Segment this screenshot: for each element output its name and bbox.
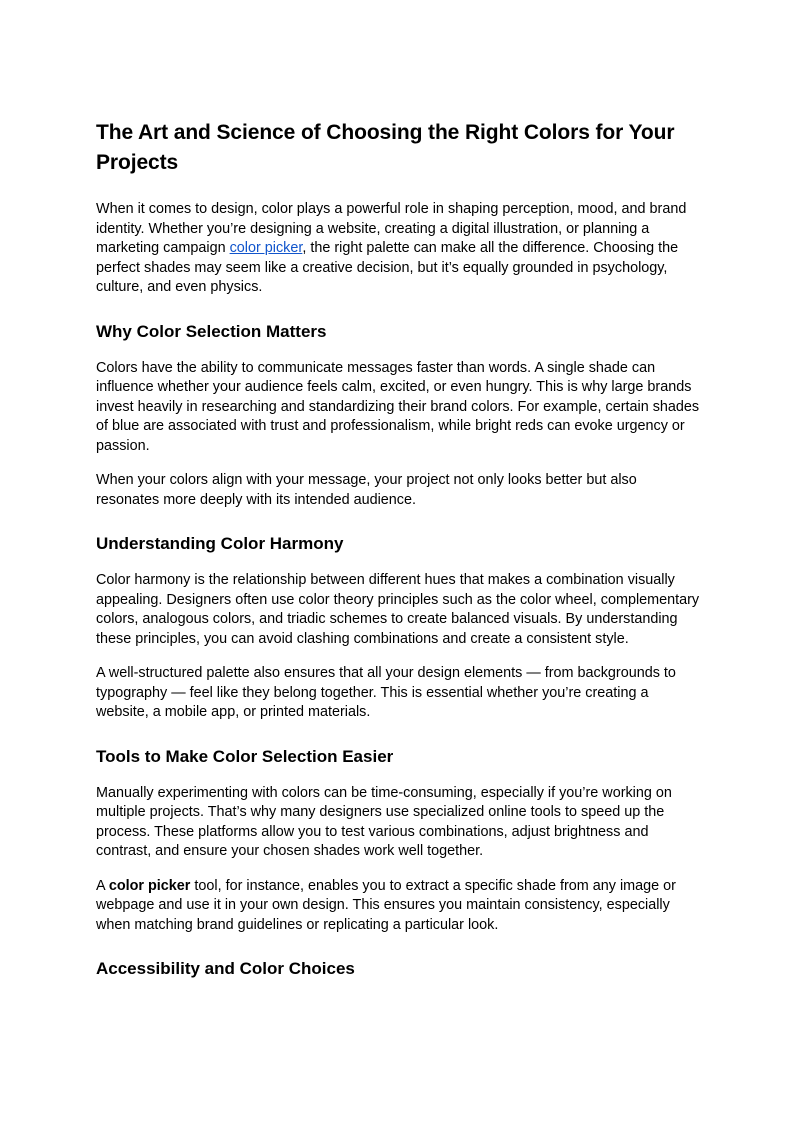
color-picker-bold-term: color picker — [108, 877, 191, 894]
intro-text-before-link: When it comes to design, color plays a powerful role in shaping perception, mood, and brand identity. Whether you’re designing a website, creating a digital illustration, or planning a marketing campaign — [96, 201, 687, 256]
section-heading-accessibility: Accessibility and Color Choices — [96, 959, 355, 978]
rich-text-after: tool, for instance, enables you to extract a specific shade from any image or webpage and use it in your own design. This ensures you maintain consistency, especially when matching brand guidelines or replicating a particular look. — [96, 877, 676, 933]
section-paragraph: When your colors align with your message, your project not only looks better but also resonates more deeply with its intended audience. — [96, 472, 637, 508]
section-heading-why-color-matters: Why Color Selection Matters — [96, 321, 327, 341]
section-paragraph: Colors have the ability to communicate messages faster than words. A single shade can influence whether your audience feels calm, excited, or even hungry. This is why large brands invest heavily in researching and standardizing their brand colors. For example, certain shades of blue are associated with trust and professionalism, while bright reds can evoke urgency or passion. — [96, 359, 700, 454]
rich-text-before: A — [96, 877, 109, 894]
color-picker-link[interactable]: color picker — [229, 240, 303, 256]
section-heading-color-harmony: Understanding Color Harmony — [96, 534, 344, 553]
section-heading-tools: Tools to Make Color Selection Easier — [96, 746, 394, 766]
intro-paragraph — [96, 200, 702, 298]
document-title: The Art and Science of Choosing the Right Colors for Your Projects — [96, 121, 675, 174]
section-paragraph: Color harmony is the relationship between different hues that makes a combination visually appealing. Designers often use color theory principles such as the color wheel, complementary colors, analogous colors, and triadic schemes to create balanced visuals. By understanding these principles, you can avoid clashing combinations and create a consistent style. — [96, 572, 700, 647]
section-paragraph: Manually experimenting with colors can be time-consuming, especially if you’re working on multiple projects. That’s why many designers use specialized online tools to speed up the process. These platforms allow you to test various combinations, adjust brightness and contrast, and ensure your chosen shades work well together. — [96, 784, 672, 859]
color-picker-tool-paragraph — [96, 877, 702, 936]
section-paragraph: A well-structured palette also ensures that all your design elements — from backgrounds to typography — feel like they belong together. This is essential whether you’re creating a website, a mobile app, or printed materials. — [96, 665, 676, 720]
document-page — [96, 118, 702, 996]
intro-text-after-link: , the right palette can make all the difference. Choosing the perfect shades may seem like a creative decision, but it’s equally grounded in psychology, culture, and even physics. — [96, 240, 679, 295]
